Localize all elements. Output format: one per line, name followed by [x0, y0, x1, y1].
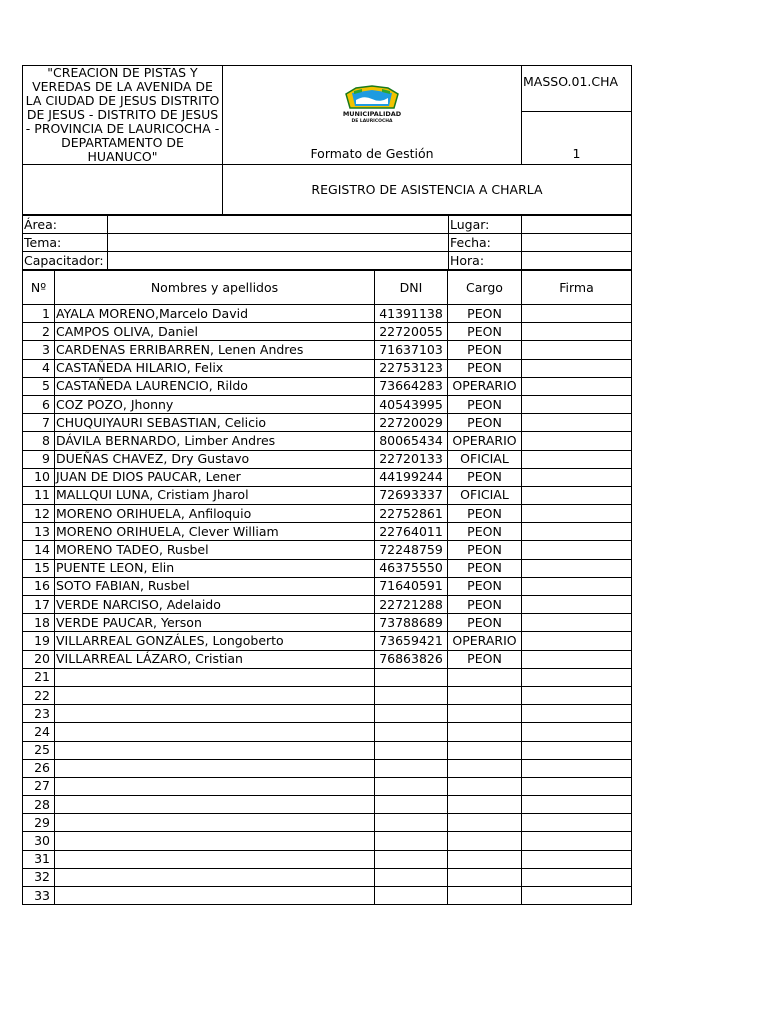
row-cargo	[448, 777, 522, 795]
row-dni	[375, 686, 448, 704]
row-firma[interactable]	[522, 341, 632, 359]
row-name	[55, 832, 375, 850]
row-dni: 41391138	[375, 305, 448, 323]
attendance-sheet	[22, 65, 631, 905]
row-cargo: PEON	[448, 614, 522, 632]
table-row	[23, 705, 632, 723]
row-firma[interactable]	[522, 359, 632, 377]
row-number: 7	[23, 414, 55, 432]
row-cargo	[448, 850, 522, 868]
row-firma[interactable]	[522, 668, 632, 686]
row-name: CARDENAS ERRIBARREN, Lenen Andres	[55, 341, 375, 359]
row-cargo	[448, 686, 522, 704]
row-dni	[375, 741, 448, 759]
row-name	[55, 705, 375, 723]
table-row	[23, 814, 632, 832]
row-firma[interactable]	[522, 850, 632, 868]
row-name: CASTAÑEDA HILARIO, Felix	[55, 359, 375, 377]
row-number: 29	[23, 814, 55, 832]
row-cargo: PEON	[448, 505, 522, 523]
row-number: 27	[23, 777, 55, 795]
row-name	[55, 723, 375, 741]
table-row	[23, 468, 632, 486]
row-name: COZ POZO, Jhonny	[55, 395, 375, 413]
lugar-label: Lugar:	[449, 216, 522, 234]
row-cargo: PEON	[448, 577, 522, 595]
row-cargo: PEON	[448, 541, 522, 559]
row-dni: 22720133	[375, 450, 448, 468]
row-cargo	[448, 887, 522, 905]
row-dni	[375, 832, 448, 850]
row-firma[interactable]	[522, 468, 632, 486]
row-dni	[375, 668, 448, 686]
row-number: 16	[23, 577, 55, 595]
row-number: 6	[23, 395, 55, 413]
table-row	[23, 796, 632, 814]
row-dni: 73788689	[375, 614, 448, 632]
row-name	[55, 814, 375, 832]
row-firma[interactable]	[522, 632, 632, 650]
row-dni: 22752861	[375, 505, 448, 523]
table-row	[23, 432, 632, 450]
row-dni: 72693337	[375, 486, 448, 504]
table-row	[23, 723, 632, 741]
row-cargo: PEON	[448, 359, 522, 377]
row-name	[55, 850, 375, 868]
row-cargo: OFICIAL	[448, 486, 522, 504]
row-dni	[375, 796, 448, 814]
row-firma[interactable]	[522, 450, 632, 468]
row-firma[interactable]	[522, 323, 632, 341]
table-row	[23, 887, 632, 905]
row-dni: 71640591	[375, 577, 448, 595]
row-firma[interactable]	[522, 741, 632, 759]
row-firma[interactable]	[522, 596, 632, 614]
svg-text:MUNICIPALIDAD: MUNICIPALIDAD	[342, 110, 402, 118]
municipality-logo-icon	[332, 78, 412, 128]
row-dni: 22721288	[375, 596, 448, 614]
row-name: PUENTE LEON, Elin	[55, 559, 375, 577]
area-label: Área:	[23, 216, 108, 234]
capacitador-field[interactable]	[108, 252, 449, 270]
row-firma[interactable]	[522, 305, 632, 323]
row-name: CAMPOS OLIVA, Daniel	[55, 323, 375, 341]
row-number: 5	[23, 377, 55, 395]
row-cargo: PEON	[448, 523, 522, 541]
project-title: "CREACION DE PISTAS Y VEREDAS DE LA AVENIDA DE LA CIUDAD DE JESUS DISTRITO DE JESUS - DISTRITO DE JESUS - PROVINCIA DE LAURICOCHA - DEPARTAMENTO DE HUANUCO"	[23, 66, 223, 165]
row-number: 12	[23, 505, 55, 523]
row-firma[interactable]	[522, 723, 632, 741]
document-version: 1	[522, 112, 632, 165]
table-row	[23, 832, 632, 850]
row-number: 22	[23, 686, 55, 704]
row-firma[interactable]	[522, 486, 632, 504]
col-header-dni: DNI	[375, 271, 448, 305]
row-cargo	[448, 832, 522, 850]
row-number: 23	[23, 705, 55, 723]
row-firma[interactable]	[522, 523, 632, 541]
row-name	[55, 887, 375, 905]
table-row	[23, 741, 632, 759]
row-name: MORENO ORIHUELA, Anfiloquio	[55, 505, 375, 523]
row-firma[interactable]	[522, 650, 632, 668]
row-number: 30	[23, 832, 55, 850]
table-row	[23, 486, 632, 504]
row-cargo: PEON	[448, 323, 522, 341]
row-dni: 44199244	[375, 468, 448, 486]
attendance-rows	[23, 305, 632, 905]
row-cargo	[448, 868, 522, 886]
row-dni: 73659421	[375, 632, 448, 650]
fecha-label: Fecha:	[449, 234, 522, 252]
row-cargo: PEON	[448, 341, 522, 359]
row-number: 26	[23, 759, 55, 777]
row-firma[interactable]	[522, 541, 632, 559]
row-cargo	[448, 759, 522, 777]
row-number: 14	[23, 541, 55, 559]
row-number: 11	[23, 486, 55, 504]
row-name: SOTO FABIAN, Rusbel	[55, 577, 375, 595]
row-name	[55, 759, 375, 777]
row-name	[55, 868, 375, 886]
row-dni: 73664283	[375, 377, 448, 395]
table-row	[23, 650, 632, 668]
row-dni	[375, 759, 448, 777]
row-number: 8	[23, 432, 55, 450]
table-row	[23, 577, 632, 595]
row-name: DUEÑAS CHAVEZ, Dry Gustavo	[55, 450, 375, 468]
row-dni	[375, 777, 448, 795]
row-name	[55, 741, 375, 759]
row-cargo	[448, 814, 522, 832]
row-firma[interactable]	[522, 414, 632, 432]
row-cargo	[448, 796, 522, 814]
row-cargo: PEON	[448, 650, 522, 668]
table-row	[23, 377, 632, 395]
row-dni	[375, 705, 448, 723]
table-row	[23, 686, 632, 704]
row-number: 24	[23, 723, 55, 741]
row-dni	[375, 868, 448, 886]
row-name	[55, 796, 375, 814]
row-name	[55, 668, 375, 686]
table-row	[23, 450, 632, 468]
header-spacer	[23, 165, 223, 215]
area-field[interactable]	[108, 216, 449, 234]
row-number: 18	[23, 614, 55, 632]
table-row	[23, 323, 632, 341]
row-cargo	[448, 741, 522, 759]
row-number: 1	[23, 305, 55, 323]
row-number: 9	[23, 450, 55, 468]
table-row	[23, 632, 632, 650]
row-number: 4	[23, 359, 55, 377]
row-name: DÁVILA BERNARDO, Limber Andres	[55, 432, 375, 450]
row-dni: 22764011	[375, 523, 448, 541]
row-name: MALLQUI LUNA, Cristiam Jharol	[55, 486, 375, 504]
row-name: MORENO TADEO, Rusbel	[55, 541, 375, 559]
row-cargo: PEON	[448, 596, 522, 614]
row-firma[interactable]	[522, 777, 632, 795]
row-number: 32	[23, 868, 55, 886]
table-row	[23, 668, 632, 686]
row-name: JUAN DE DIOS PAUCAR, Lener	[55, 468, 375, 486]
capacitador-label: Capacitador:	[23, 252, 108, 270]
tema-label: Tema:	[23, 234, 108, 252]
document-code: MASSO.01.CHA	[522, 66, 632, 112]
row-cargo: PEON	[448, 468, 522, 486]
row-dni: 22720055	[375, 323, 448, 341]
row-firma[interactable]	[522, 395, 632, 413]
tema-field[interactable]	[108, 234, 449, 252]
row-cargo: PEON	[448, 559, 522, 577]
table-row	[23, 596, 632, 614]
row-name: CASTAÑEDA LAURENCIO, Rildo	[55, 377, 375, 395]
row-number: 25	[23, 741, 55, 759]
table-row	[23, 505, 632, 523]
row-firma[interactable]	[522, 432, 632, 450]
format-cell	[223, 66, 522, 165]
hora-field[interactable]	[522, 252, 632, 270]
row-name: MORENO ORIHUELA, Clever William	[55, 523, 375, 541]
row-number: 20	[23, 650, 55, 668]
table-row	[23, 395, 632, 413]
row-firma[interactable]	[522, 796, 632, 814]
row-firma[interactable]	[522, 614, 632, 632]
lugar-field[interactable]	[522, 216, 632, 234]
row-dni: 76863826	[375, 650, 448, 668]
row-cargo: PEON	[448, 395, 522, 413]
col-header-cargo: Cargo	[448, 271, 522, 305]
row-dni: 46375550	[375, 559, 448, 577]
row-dni: 22720029	[375, 414, 448, 432]
row-name: CHUQUIYAURI SEBASTIAN, Celicio	[55, 414, 375, 432]
row-name	[55, 777, 375, 795]
row-cargo: OPERARIO	[448, 377, 522, 395]
table-row	[23, 414, 632, 432]
row-number: 15	[23, 559, 55, 577]
table-row	[23, 850, 632, 868]
row-firma[interactable]	[522, 505, 632, 523]
row-cargo: OFICIAL	[448, 450, 522, 468]
info-table	[22, 215, 632, 270]
row-number: 2	[23, 323, 55, 341]
row-name	[55, 686, 375, 704]
fecha-field[interactable]	[522, 234, 632, 252]
row-name: VILLARREAL LÁZARO, Cristian	[55, 650, 375, 668]
row-dni	[375, 814, 448, 832]
table-row	[23, 305, 632, 323]
row-firma[interactable]	[522, 559, 632, 577]
table-row	[23, 523, 632, 541]
attendance-table	[22, 270, 632, 905]
row-number: 21	[23, 668, 55, 686]
row-firma[interactable]	[522, 577, 632, 595]
row-firma[interactable]	[522, 377, 632, 395]
row-cargo: OPERARIO	[448, 432, 522, 450]
row-firma[interactable]	[522, 705, 632, 723]
col-header-num: Nº	[23, 271, 55, 305]
row-cargo: PEON	[448, 305, 522, 323]
col-header-firma: Firma	[522, 271, 632, 305]
row-dni: 22753123	[375, 359, 448, 377]
table-row	[23, 759, 632, 777]
row-number: 19	[23, 632, 55, 650]
svg-text:DE LAURICOCHA: DE LAURICOCHA	[351, 119, 393, 124]
table-row	[23, 868, 632, 886]
header-table	[22, 65, 632, 215]
row-cargo	[448, 705, 522, 723]
row-dni: 80065434	[375, 432, 448, 450]
row-number: 3	[23, 341, 55, 359]
table-row	[23, 541, 632, 559]
row-cargo	[448, 668, 522, 686]
table-row	[23, 359, 632, 377]
table-row	[23, 559, 632, 577]
table-row	[23, 777, 632, 795]
row-dni: 71637103	[375, 341, 448, 359]
row-number: 31	[23, 850, 55, 868]
hora-label: Hora:	[449, 252, 522, 270]
row-cargo: OPERARIO	[448, 632, 522, 650]
row-firma[interactable]	[522, 868, 632, 886]
row-firma[interactable]	[522, 759, 632, 777]
row-dni	[375, 723, 448, 741]
row-name: VERDE NARCISO, Adelaido	[55, 596, 375, 614]
row-dni	[375, 850, 448, 868]
row-firma[interactable]	[522, 832, 632, 850]
row-dni: 40543995	[375, 395, 448, 413]
row-number: 13	[23, 523, 55, 541]
row-firma[interactable]	[522, 686, 632, 704]
table-row	[23, 341, 632, 359]
register-title: REGISTRO DE ASISTENCIA A CHARLA	[223, 165, 632, 215]
row-name: VERDE PAUCAR, Yerson	[55, 614, 375, 632]
format-label: Formato de Gestión	[310, 146, 434, 161]
row-dni: 72248759	[375, 541, 448, 559]
row-number: 28	[23, 796, 55, 814]
row-firma[interactable]	[522, 814, 632, 832]
row-number: 33	[23, 887, 55, 905]
row-dni	[375, 887, 448, 905]
row-cargo	[448, 723, 522, 741]
row-name: AYALA MORENO,Marcelo David	[55, 305, 375, 323]
row-number: 17	[23, 596, 55, 614]
col-header-name: Nombres y apellidos	[55, 271, 375, 305]
row-cargo: PEON	[448, 414, 522, 432]
table-row	[23, 614, 632, 632]
row-number: 10	[23, 468, 55, 486]
row-firma[interactable]	[522, 887, 632, 905]
row-name: VILLARREAL GONZÁLES, Longoberto	[55, 632, 375, 650]
